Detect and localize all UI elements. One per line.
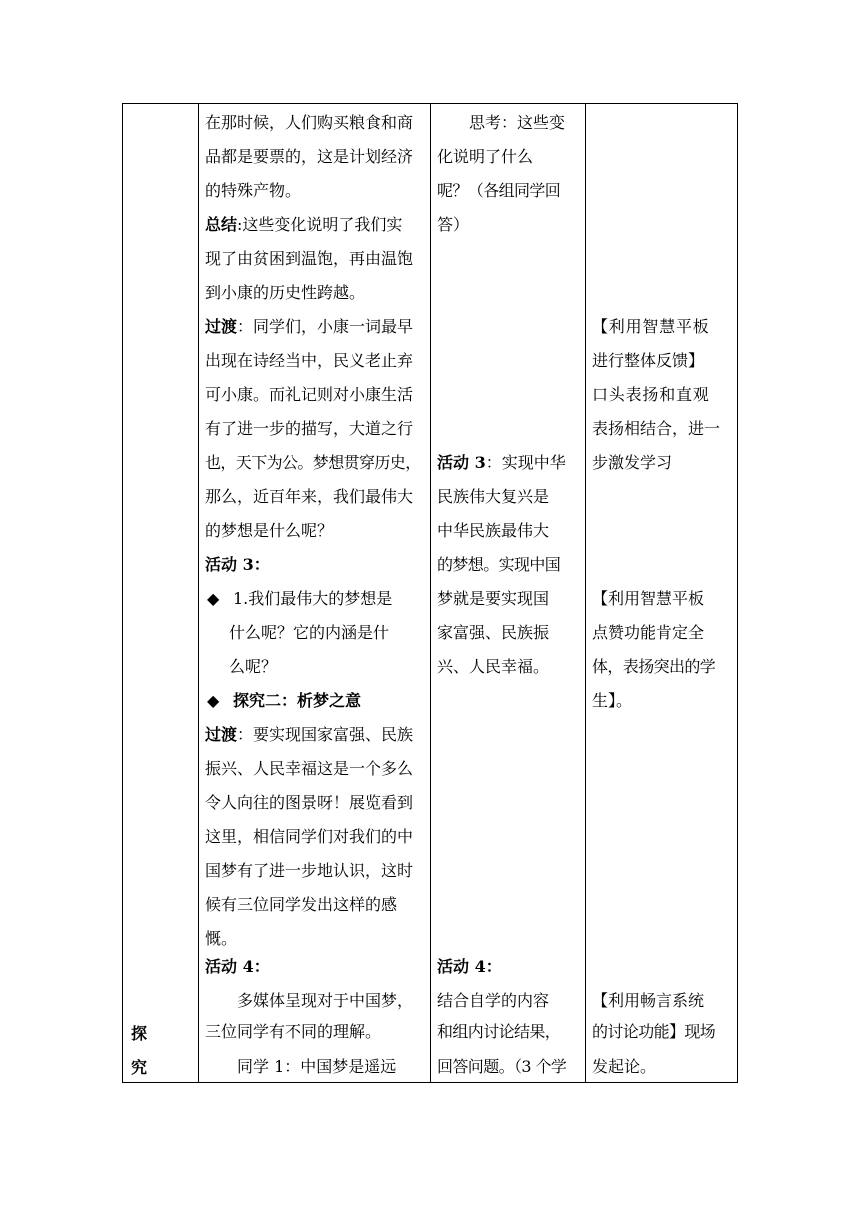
transition-label: 过渡 — [205, 317, 238, 336]
text-line: 步激发学习 — [592, 453, 673, 472]
activity-3-label: 活动 3 — [437, 453, 486, 472]
text-line: 慨。 — [205, 929, 238, 948]
activity-4-heading: 活动 4： — [205, 957, 270, 976]
activity-3-text: ：实现中华 — [485, 453, 566, 472]
text-line: 出现在诗经当中，民义老止弃 — [205, 351, 414, 370]
text-line: 呢？（各组同学回 — [437, 181, 561, 200]
bullet-text: 么呢？ — [229, 657, 278, 676]
transition-label: 过渡 — [205, 725, 238, 744]
text-line: 三位同学有不同的理解。 — [205, 1022, 382, 1041]
text-line: 的梦想。实现中国 — [437, 555, 561, 574]
text-line: 家富强、民族振 — [437, 623, 550, 642]
design-intent-column — [586, 104, 737, 1082]
bullet-text: 什么呢？它的内涵是什 — [229, 623, 390, 642]
summary-line — [205, 214, 402, 236]
activity-3-heading: 活动 3： — [205, 555, 270, 574]
text-line: 化说明了什么 — [437, 147, 534, 166]
text-line: 中华民族最伟大 — [437, 521, 550, 540]
bullet-diamond-icon: ◆ — [207, 589, 220, 608]
text-line: 的梦想是什么呢？ — [205, 521, 334, 540]
activity-4-heading: 活动 4： — [437, 957, 502, 976]
teacher-activity-column — [199, 104, 430, 1082]
text-line: 和组内讨论结果， — [437, 1022, 561, 1041]
student-activity-column — [431, 104, 585, 1082]
text-line: 回答问题。（3 个学 — [437, 1057, 567, 1076]
text-line: 到小康的历史性跨越。 — [205, 283, 366, 302]
section-label-char: 究 — [131, 1058, 148, 1077]
transition-text: ：要实现国家富强、民族 — [237, 725, 414, 744]
text-line: 同学 1：中国梦是遥远 — [237, 1057, 397, 1076]
text-line: 多媒体呈现对于中国梦， — [237, 991, 414, 1010]
lesson-plan-table — [122, 103, 738, 1083]
transition-line — [205, 724, 413, 746]
text-line: 也，天下为公。梦想贯穿历史， — [205, 453, 421, 472]
text-line: 令人向往的图景呀！展览看到 — [205, 793, 414, 812]
bullet-diamond-icon: ◆ — [207, 691, 220, 710]
summary-text: :这些变化说明了我们实 — [237, 215, 403, 234]
section-label-char: 探 — [131, 1024, 148, 1043]
text-line: 候有三位同学发出这样的感 — [205, 895, 398, 914]
text-line: 的讨论功能】现场 — [592, 1022, 716, 1041]
text-line: 结合自学的内容 — [437, 991, 550, 1010]
text-line: 答） — [437, 215, 470, 234]
summary-label: 总结 — [205, 215, 238, 234]
text-line: 国梦有了进一步地认识，这时 — [205, 861, 414, 880]
text-line: 有了进一步的描写，大道之行 — [205, 419, 414, 438]
inquiry-2-heading: 探究二：析梦之意 — [233, 691, 362, 710]
text-line: 口头表扬和直观 — [592, 385, 710, 404]
text-line: 【利用智慧平板 — [592, 589, 705, 608]
transition-text: ：同学们，小康一词最早 — [237, 317, 414, 336]
text-line: 这里，相信同学们对我们的中 — [205, 827, 414, 846]
activity-3-line — [437, 452, 566, 474]
text-line: 那么，近百年来，我们最伟大 — [205, 487, 414, 506]
text-line: 振兴、人民幸福这是一个多么 — [205, 759, 414, 778]
text-line: 体，表扬突出的学 — [592, 657, 716, 676]
text-line: 的特殊产物。 — [205, 181, 302, 200]
text-line: 【利用智慧平板 — [592, 317, 710, 336]
text-line: 进行整体反馈】 — [592, 351, 705, 370]
text-line: 发起论。 — [592, 1057, 657, 1076]
text-line: 【利用畅言系统 — [592, 991, 705, 1010]
bullet-text: 1.我们最伟大的梦想是 — [233, 589, 393, 608]
text-line: 生】。 — [592, 691, 633, 710]
text-line: 点赞功能肯定全 — [592, 623, 705, 642]
text-line: 民族伟大复兴是 — [437, 487, 550, 506]
text-line: 表扬相结合，进一 — [592, 419, 721, 438]
section-column — [123, 104, 198, 1082]
text-line: 在那时候，人们购买粮食和商 — [205, 113, 414, 132]
text-line: 可小康。而礼记则对小康生活 — [205, 385, 414, 404]
text-line: 现了由贫困到温饱，再由温饱 — [205, 249, 414, 268]
text-line: 思考：这些变 — [469, 113, 566, 132]
text-line: 兴、人民幸福。 — [437, 657, 550, 676]
text-line: 品都是要票的，这是计划经济 — [205, 147, 414, 166]
transition-line — [205, 316, 413, 338]
text-line: 梦就是要实现国 — [437, 589, 550, 608]
